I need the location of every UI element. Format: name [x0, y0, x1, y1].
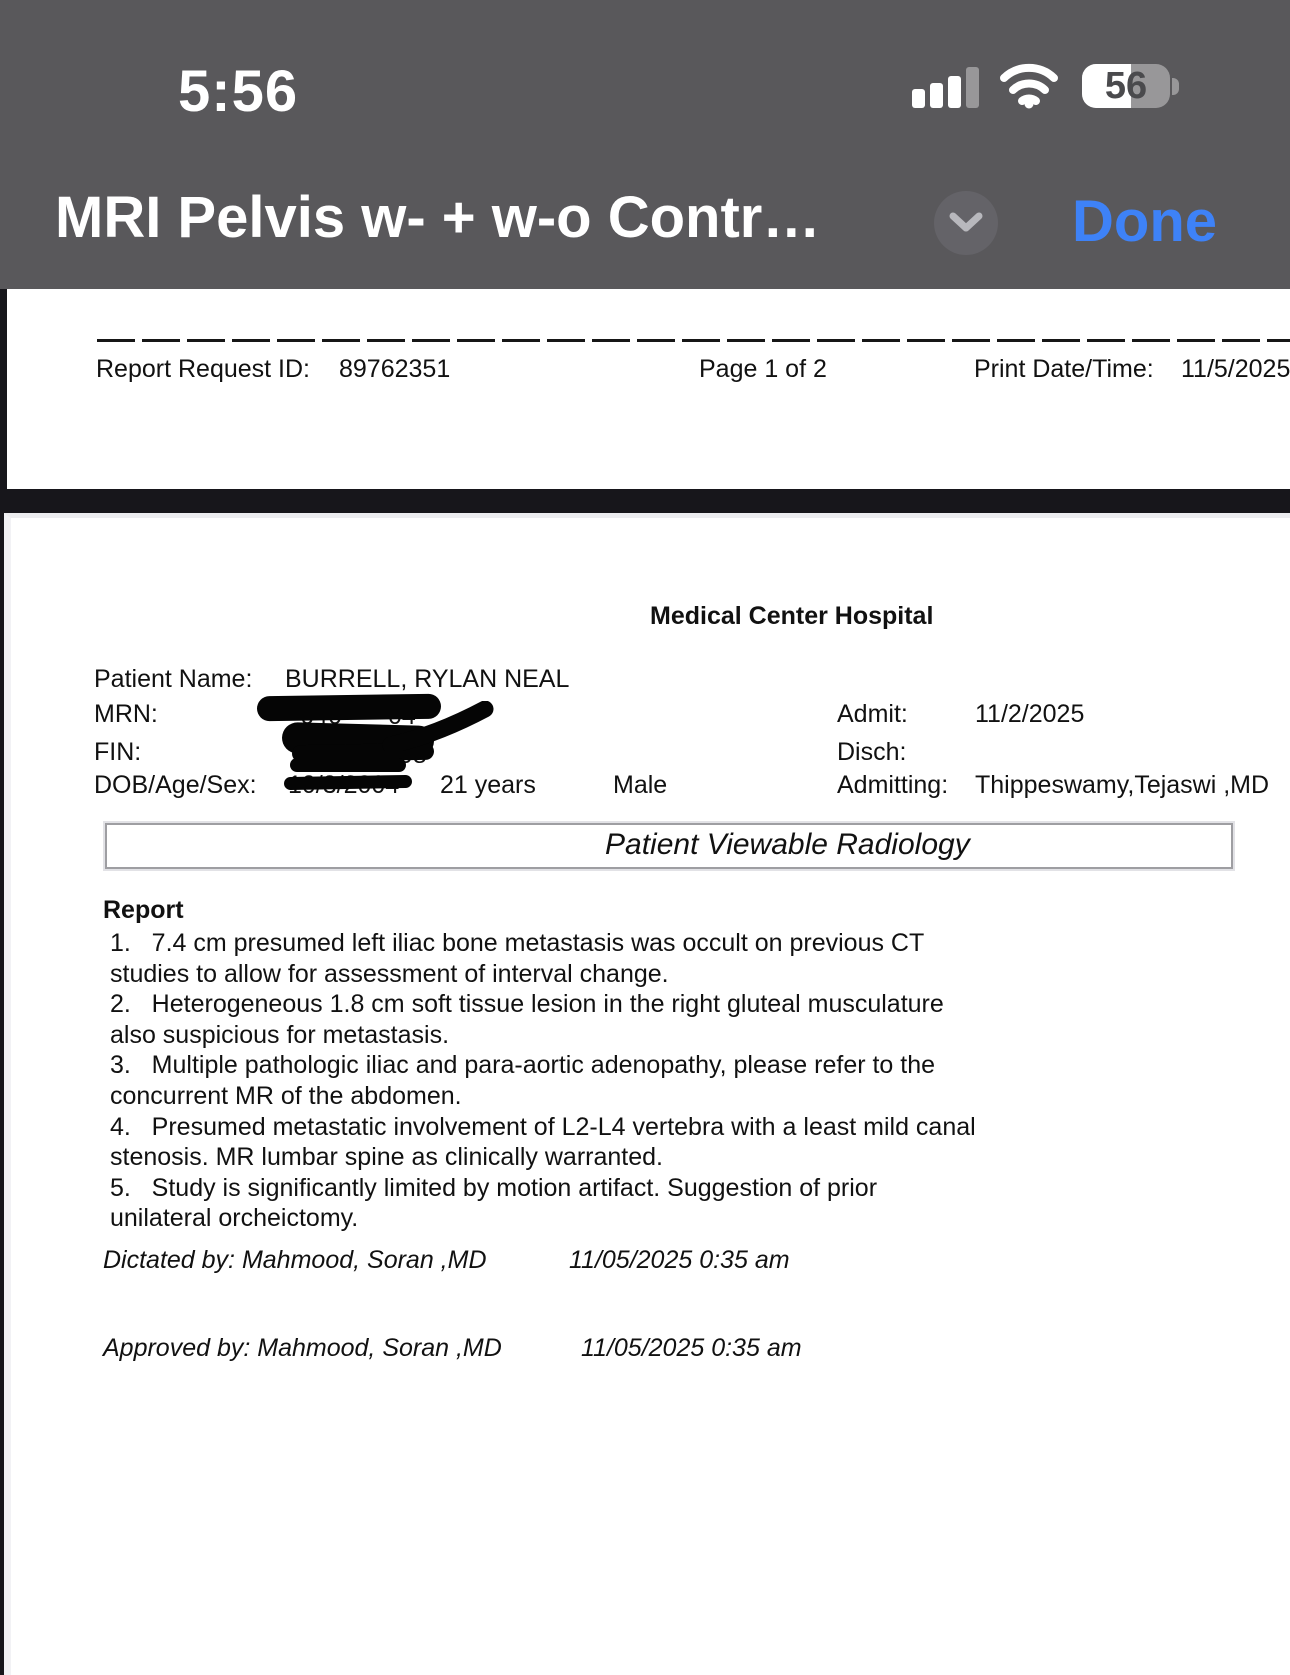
- report-line: 2. Heterogeneous 1.8 cm soft tissue lesion in the right gluteal musculature: [110, 990, 944, 1019]
- chevron-down-icon: [949, 212, 983, 234]
- report-request-id-value: 89762351: [339, 355, 451, 383]
- dictated-by: Dictated by: Mahmood, Soran ,MD: [103, 1246, 487, 1274]
- patient-name-label: Patient Name:: [94, 665, 253, 693]
- report-body: [110, 928, 1210, 1234]
- admitting-label: Admitting:: [837, 771, 949, 799]
- admit-date: 11/2/2025: [975, 700, 1085, 728]
- fin-label: FIN:: [94, 738, 142, 766]
- report-line: stenosis. MR lumbar spine as clinically warranted.: [110, 1143, 663, 1172]
- cellular-signal-icon: [912, 67, 982, 108]
- mrn-label: MRN:: [94, 700, 158, 728]
- fin-redaction-tail: [381, 701, 501, 751]
- report-line: 4. Presumed metastatic involvement of L2-L4 vertebra with a least mild canal: [110, 1112, 976, 1141]
- footer-separator-line: [97, 339, 1290, 342]
- patient-age: 21 years: [440, 771, 536, 799]
- battery-percent: 56: [1104, 64, 1148, 107]
- approved-datetime: 11/05/2025 0:35 am: [581, 1334, 802, 1362]
- admitting-physician: Thippeswamy,Tejaswi ,MD: [975, 771, 1270, 799]
- page-number: Page 1 of 2: [699, 355, 827, 383]
- report-line: also suspicious for metastasis.: [110, 1020, 450, 1049]
- document-scroll-area[interactable]: [0, 289, 1290, 1675]
- report-line: 5. Study is significantly limited by motion artifact. Suggestion of prior: [110, 1173, 878, 1202]
- print-date-label: Print Date/Time:: [974, 355, 1154, 383]
- report-line: 1. 7.4 cm presumed left iliac bone metastasis was occult on previous CT: [110, 929, 925, 957]
- pdf-page-1: [7, 289, 1290, 489]
- report-heading: Report: [103, 896, 184, 924]
- admit-label: Admit:: [837, 700, 908, 728]
- disch-label: Disch:: [837, 738, 907, 766]
- print-date-value: 11/5/2025: [1181, 355, 1290, 383]
- status-time: 5:56: [178, 59, 299, 124]
- report-line: 3. Multiple pathologic iliac and para-aortic adenopathy, please refer to the: [110, 1051, 936, 1080]
- wifi-icon: [1000, 63, 1058, 109]
- dob-redaction-scribble: [284, 775, 412, 790]
- battery-cap: [1172, 78, 1179, 95]
- approved-by: Approved by: Mahmood, Soran ,MD: [103, 1334, 502, 1362]
- patient-name-value: BURRELL, RYLAN NEAL: [285, 665, 570, 693]
- document-title: MRI Pelvis w- + w-o Contr…: [55, 185, 821, 250]
- navigation-header: [0, 0, 1290, 289]
- report-line: studies to allow for assessment of interval change.: [110, 959, 669, 988]
- title-chevron-button[interactable]: [934, 191, 998, 255]
- dictated-datetime: 11/05/2025 0:35 am: [569, 1246, 790, 1274]
- report-line: concurrent MR of the abdomen.: [110, 1081, 462, 1110]
- patient-sex: Male: [613, 771, 668, 799]
- done-button[interactable]: Done: [1072, 189, 1217, 254]
- dob-redaction-scribble: [290, 758, 406, 772]
- hospital-name: Medical Center Hospital: [650, 602, 934, 630]
- battery-icon: [1082, 64, 1170, 108]
- report-line: unilateral orcheictomy.: [110, 1204, 359, 1233]
- dob-age-sex-label: DOB/Age/Sex:: [94, 771, 257, 799]
- section-banner-title: Patient Viewable Radiology: [605, 828, 970, 861]
- report-request-id-label: Report Request ID:: [96, 355, 310, 383]
- pdf-page-2: [4, 513, 1290, 1675]
